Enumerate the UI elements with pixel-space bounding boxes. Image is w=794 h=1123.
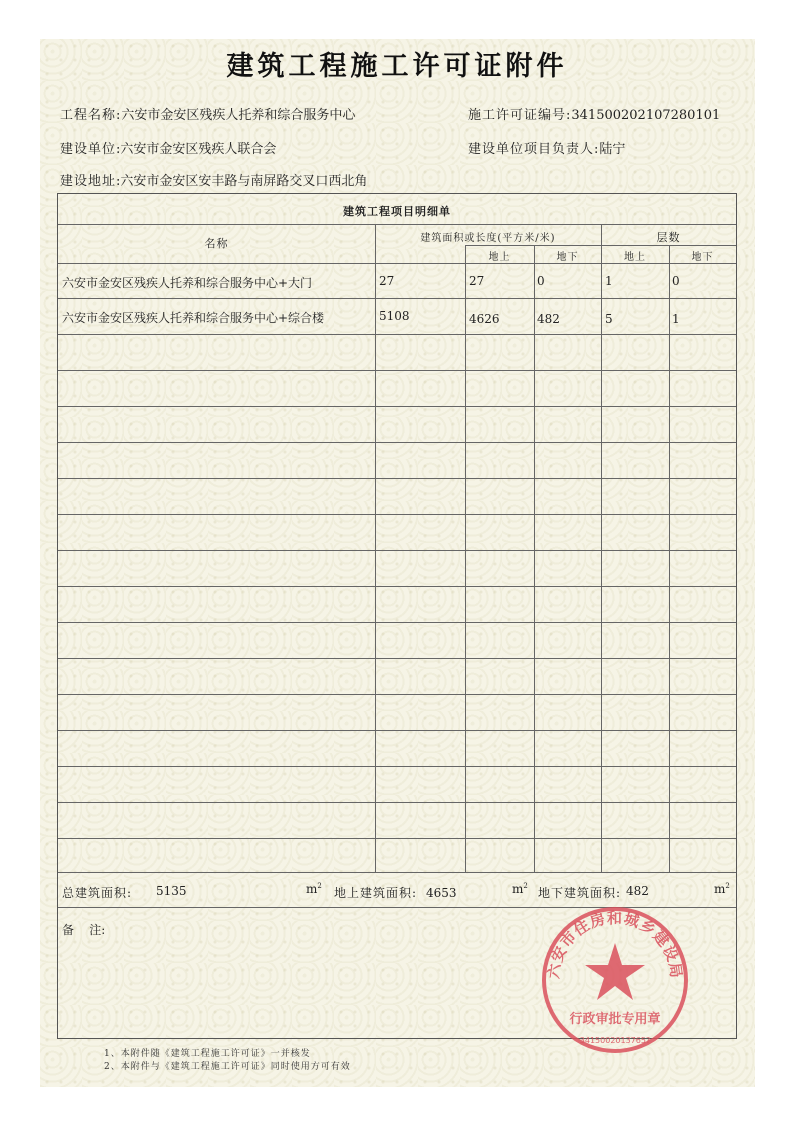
floors-above-header: 地上 xyxy=(624,252,646,263)
row2-floors-above: 5 xyxy=(605,312,613,326)
address-field xyxy=(60,170,367,189)
table-line xyxy=(58,658,736,659)
project-name-field xyxy=(60,104,355,123)
column-area-header: 建筑面积或长度(平方米/米) xyxy=(420,233,556,244)
address-colon: : xyxy=(116,174,121,189)
table-line xyxy=(58,586,736,587)
builder-label: 建设单位 xyxy=(60,142,117,157)
table-line xyxy=(669,245,670,872)
permit-number-value: 341500202107280101 xyxy=(571,108,721,123)
manager-value: 陆宁 xyxy=(599,142,626,157)
below-area-value: 482 xyxy=(626,884,649,898)
address-value: 六安市金安区安丰路与南屏路交叉口西北角 xyxy=(120,174,368,189)
above-area-value: 4653 xyxy=(426,886,457,900)
table-line xyxy=(534,245,535,872)
table-line xyxy=(465,245,466,872)
row2-area-below: 482 xyxy=(537,312,560,326)
below-area-unit: $m^2$ xyxy=(714,882,730,896)
row2-area: 5108 xyxy=(379,309,410,323)
column-name-header: 名称 xyxy=(204,237,229,250)
row1-area-below: 0 xyxy=(537,274,545,288)
column-floors-header: 层数 xyxy=(656,231,681,244)
project-name-label: 工程名称: xyxy=(60,108,122,123)
table-line xyxy=(58,872,736,873)
remarks-label: 备 注: xyxy=(62,923,106,937)
permit-number-label: 施工许可证编号: xyxy=(468,108,572,123)
builder-value: 六安市金安区残疾人联合会 xyxy=(120,142,277,157)
table-line xyxy=(58,730,736,731)
table-line xyxy=(601,224,602,872)
table-line xyxy=(58,622,736,623)
area-below-header: 地下 xyxy=(556,252,579,263)
area-above-header: 地上 xyxy=(488,252,511,263)
row1-area: 27 xyxy=(379,274,395,288)
manager-field xyxy=(468,138,625,157)
table-line xyxy=(58,298,736,299)
builder-field xyxy=(60,138,276,157)
row1-floors-below: 0 xyxy=(672,274,680,288)
official-seal xyxy=(540,905,690,1055)
table-line xyxy=(58,263,736,264)
address-label: 建设地址 xyxy=(60,174,117,189)
above-area-unit: $m^2$ xyxy=(512,882,528,896)
table-line xyxy=(58,406,736,407)
manager-label: 建设单位项目负责人: xyxy=(468,142,600,157)
table-line xyxy=(58,802,736,803)
table-line xyxy=(58,224,736,225)
total-area-unit: $m^2$ xyxy=(306,882,322,896)
seal-code: 3415002013765? xyxy=(579,1036,651,1045)
table-line xyxy=(58,838,736,839)
row1-name: 六安市金安区残疾人托养和综合服务中心+大门 xyxy=(62,276,313,290)
permit-number-field xyxy=(468,104,720,123)
note-1: 1、本附件随《建筑工程施工许可证》一并核发 xyxy=(104,1049,311,1059)
builder-colon: : xyxy=(116,142,121,157)
note-2: 2、本附件与《建筑工程施工许可证》同时使用方可有效 xyxy=(104,1062,351,1072)
table-line xyxy=(58,514,736,515)
below-area-label: 地下建筑面积: xyxy=(538,886,622,900)
row2-name: 六安市金安区残疾人托养和综合服务中心+综合楼 xyxy=(62,311,325,325)
table-line xyxy=(58,370,736,371)
row1-floors-above: 1 xyxy=(605,274,613,288)
table-line xyxy=(58,334,736,335)
above-area-label: 地上建筑面积: xyxy=(334,886,418,900)
table-caption: 建筑工程项目明细单 xyxy=(343,205,451,218)
row1-area-above: 27 xyxy=(469,274,485,288)
table-line xyxy=(58,694,736,695)
table-line xyxy=(58,550,736,551)
floors-below-header: 地下 xyxy=(691,252,714,263)
seal-star-icon xyxy=(585,943,645,1000)
seal-subtext: 行政审批专用章 xyxy=(569,1012,661,1027)
total-area-label: 总建筑面积: xyxy=(62,886,133,900)
total-area-value: 5135 xyxy=(156,884,187,898)
table-line xyxy=(58,766,736,767)
row2-floors-below: 1 xyxy=(672,312,680,326)
table-line xyxy=(375,224,376,872)
table-line xyxy=(58,478,736,479)
project-name-value: 六安市金安区残疾人托养和综合服务中心 xyxy=(121,108,356,123)
row2-area-above: 4626 xyxy=(469,312,500,326)
document-title: 建筑工程施工许可证附件 xyxy=(226,51,568,82)
table-line xyxy=(58,442,736,443)
seal-arc-text: 六安市住房和城乡建设局 xyxy=(544,908,686,980)
